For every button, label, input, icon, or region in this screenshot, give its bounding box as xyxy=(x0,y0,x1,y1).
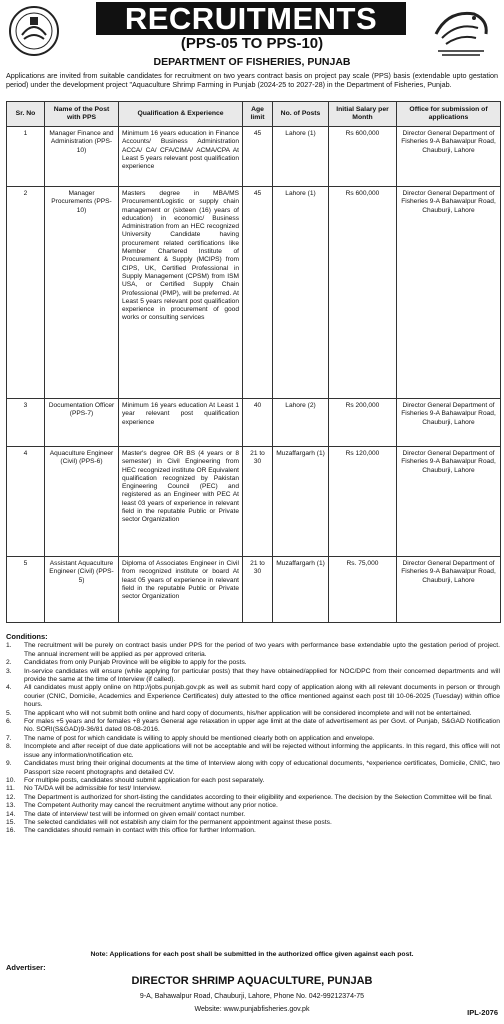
item-text: The candidates should remain in contact with this office for further Information. xyxy=(24,827,256,835)
post-name-cell: Documentation Officer (PPS-7) xyxy=(45,399,119,447)
item-text: No TA/DA will be admissible for test/ Interview. xyxy=(24,785,162,793)
government-of-punjab-logo-icon xyxy=(8,5,60,57)
advertiser-label: Advertiser: xyxy=(6,963,46,972)
post-name-cell: Manager Procurements (PPS-10) xyxy=(45,187,119,399)
list-item xyxy=(6,718,500,735)
conditions-heading: Conditions: xyxy=(6,632,48,641)
list-item xyxy=(6,659,500,667)
item-number: 14. xyxy=(6,810,16,818)
item-number: 16. xyxy=(6,827,16,835)
table-row xyxy=(7,447,501,557)
qualification-cell: Minimum 16 years education in Finance Accounts/ Business Administration ACCA/ CA/ CFA/CIMA/ ACMA/CPA At Least 5 years relevant post qualification experience xyxy=(119,127,243,187)
item-text: In-service candidates will ensure (while applying for particular posts) that they have obtained/applied for NOC/DPC from their concerned departments and will provide the same at the time of Interview (if called). xyxy=(24,667,500,684)
age-limit-cell: 45 xyxy=(243,187,273,399)
item-number: 5. xyxy=(6,709,12,717)
item-text: Incomplete and after receipt of due date applications will not be acceptable and will be rejected without informing the applicants. In this regard, this office will not issue any information/notification etc. xyxy=(24,743,500,759)
qualification-cell: Diploma of Associates Engineer in Civil from recognized institute or board At least 05 years of experience in relevant field in the reputable Public or Private sector Organization xyxy=(119,557,243,623)
posts-count-cell: Lahore (2) xyxy=(273,399,329,447)
office-cell: Director General Department of Fisheries 9-A Bahawalpur Road, Chauburji, Lahore xyxy=(397,187,501,399)
salary-cell: Rs 120,000 xyxy=(329,447,397,557)
pps-range-subtitle: (PPS-05 TO PPS-10) xyxy=(180,35,324,52)
item-number: 9. xyxy=(6,760,12,768)
column-header: Name of the Post with PPS xyxy=(45,102,119,127)
list-item xyxy=(6,710,500,718)
submission-note: Note: Applications for each post shall be submitted in the authorized office given against each post. xyxy=(90,951,414,958)
salary-cell: Rs 600,000 xyxy=(329,127,397,187)
list-item xyxy=(6,777,500,785)
age-limit-cell: 21 to 30 xyxy=(243,557,273,623)
item-text: The Competent Authority may cancel the recruitment anytime without any prior notice. xyxy=(24,802,278,810)
list-item xyxy=(6,802,500,810)
posts-table xyxy=(6,101,501,623)
item-text: Candidates from only Punjab Province will be eligible to apply for the posts. xyxy=(24,659,247,667)
list-item xyxy=(6,668,500,685)
age-limit-cell: 45 xyxy=(243,127,273,187)
sr-no-cell: 2 xyxy=(7,187,45,399)
table-row xyxy=(7,127,501,187)
list-item xyxy=(6,827,500,835)
office-cell: Director General Department of Fisheries 9-A Bahawalpur Road, Chauburji, Lahore xyxy=(397,447,501,557)
shrimp-project-logo-icon xyxy=(428,4,494,60)
item-text: For males +5 years and for females +8 years General age relaxation in upper age limit at the date of advertisement as per Govt. of Punjab, S&GAD Notification No. SORI(S&GAD)9-36/81 dated 08-08-2016. xyxy=(24,718,500,734)
posts-count-cell: Muzaffargarh (1) xyxy=(273,557,329,623)
item-number: 7. xyxy=(6,734,12,742)
list-item xyxy=(6,760,500,777)
column-header: No. of Posts xyxy=(273,102,329,127)
posts-count-cell: Muzaffargarh (1) xyxy=(273,447,329,557)
office-cell: Director General Department of Fisheries 9-A Bahawalpur Road, Chauburji, Lahore xyxy=(397,399,501,447)
item-number: 12. xyxy=(6,793,16,801)
footer-website: Website: www.punjabfisheries.gov.pk xyxy=(194,1006,310,1013)
column-header: Office for submission of applications xyxy=(397,102,501,127)
column-header: Sr. No xyxy=(7,102,45,127)
age-limit-cell: 21 to 30 xyxy=(243,447,273,557)
ad-reference-code: IPL-2076 xyxy=(467,1008,498,1017)
table-row xyxy=(7,557,501,623)
table-row xyxy=(7,399,501,447)
table-row xyxy=(7,187,501,399)
column-header: Age limit xyxy=(243,102,273,127)
item-number: 6. xyxy=(6,718,12,726)
item-text: The Department is authorized for short-listing the candidates according to their eligibility and experience. The decision by the Selection Committee will be final. xyxy=(24,793,493,801)
list-item xyxy=(6,642,500,659)
item-number: 4. xyxy=(6,684,12,692)
item-text: The applicant who will not submit both online and hard copy of documents, his/her application will be considered incomplete and will not be entertained. xyxy=(24,709,472,717)
post-name-cell: Manager Finance and Administration (PPS-10) xyxy=(45,127,119,187)
item-text: The selected candidates will not establish any claim for the permanent appointment against these posts. xyxy=(24,818,332,826)
sr-no-cell: 4 xyxy=(7,447,45,557)
item-number: 13. xyxy=(6,802,16,810)
list-item xyxy=(6,684,500,709)
list-item xyxy=(6,794,500,802)
item-number: 8. xyxy=(6,743,12,751)
intro-paragraph: Applications are invited from suitable candidates for recruitment on two years contract basis on project pay scale (PPS) basis (extendable upto gestation period) under the development project "Aquaculture Shrimp Farming in Punjab (2024-25 to 2027-28) in the Department of Fisheries, Punjab. xyxy=(6,71,498,89)
office-cell: Director General Department of Fisheries 9-A Bahawalpur Road, Chauburji, Lahore xyxy=(397,557,501,623)
conditions-list xyxy=(6,642,500,835)
item-text: The name of post for which candidate is willing to apply should be mentioned clearly both on application and envelope. xyxy=(24,734,375,742)
office-cell: Director General Department of Fisheries 9-A Bahawalpur Road, Chauburji, Lahore xyxy=(397,127,501,187)
posts-count-cell: Lahore (1) xyxy=(273,187,329,399)
conditions-section xyxy=(6,633,500,836)
column-header: Initial Salary per Month xyxy=(329,102,397,127)
item-number: 15. xyxy=(6,818,16,826)
item-text: The date of interview/ test will be informed on given email/ contact number. xyxy=(24,810,246,818)
item-text: The recruitment will be purely on contract basis under PPS for the period of two years with performance base extendable upto the gestation period of project. The annual increment will be applied as per approved criteria. xyxy=(24,642,500,658)
list-item xyxy=(6,785,500,793)
sr-no-cell: 1 xyxy=(7,127,45,187)
age-limit-cell: 40 xyxy=(243,399,273,447)
post-name-cell: Aquaculture Engineer (Civil) (PPS-6) xyxy=(45,447,119,557)
list-item xyxy=(6,735,500,743)
salary-cell: Rs 200,000 xyxy=(329,399,397,447)
sr-no-cell: 3 xyxy=(7,399,45,447)
qualification-cell: Masters degree in MBA/MS Procurement/Logistic or supply chain management or (sixteen (16) years of education) in economic/ Business Administration from an HEC recognized University Candidate having procurement related certifications like Member Chartered Institute of Procurement & Supply (MCIPS) from CIPS, UK, Certified Professional in Supply Management (CPSM) from ISM USA, or Certified Supply Chain Professional (PMP), will be preferred. At Least 5 years relevant post qualification experience in procurement of good works or consulting services xyxy=(119,187,243,399)
item-text: For multiple posts, candidates should submit application for each post separately. xyxy=(24,776,265,784)
qualification-cell: Minimum 16 years education At Least 1 year relevant post qualification experience xyxy=(119,399,243,447)
list-item xyxy=(6,743,500,760)
page-title: RECRUITMENTS xyxy=(96,2,406,35)
header xyxy=(0,0,504,66)
list-item xyxy=(6,819,500,827)
item-number: 3. xyxy=(6,667,12,675)
salary-cell: Rs 600,000 xyxy=(329,187,397,399)
footer-title: DIRECTOR SHRIMP AQUACULTURE, PUNJAB xyxy=(131,975,373,987)
department-heading: DEPARTMENT OF FISHERIES, PUNJAB xyxy=(153,56,351,68)
qualification-cell: Master's degree OR BS (4 years or 8 semester) in Civil Engineering from HEC recognized institute OR Equivalent qualification recognized by Pakistan Engineering Council (PEC) and registered as an Engineer with PEC At least 03 years of experience in relevant field in the reputable Public or Private sector Organization xyxy=(119,447,243,557)
column-header: Qualification & Experience xyxy=(119,102,243,127)
footer-address: 9-A, Bahawalpur Road, Chauburji, Lahore, Phone No. 042-99212374-75 xyxy=(139,993,365,1000)
post-name-cell: Assistant Aquaculture Engineer (Civil) (PPS-5) xyxy=(45,557,119,623)
salary-cell: Rs. 75,000 xyxy=(329,557,397,623)
item-number: 2. xyxy=(6,659,12,667)
list-item xyxy=(6,811,500,819)
posts-count-cell: Lahore (1) xyxy=(273,127,329,187)
sr-no-cell: 5 xyxy=(7,557,45,623)
item-text: All candidates must apply online on http://jobs.punjab.gov.pk as well as submit hard copy of application along with all relevant documents in person or through courier (CNIC, Domicile, Academics and Experience Certificates) duly attested to the office mentioned against each post till 10-06-2025 (Tuesday) within office hours. xyxy=(24,684,500,709)
item-number: 11. xyxy=(6,785,15,793)
item-number: 1. xyxy=(6,642,12,650)
table-header-row xyxy=(7,102,501,127)
item-number: 10. xyxy=(6,776,16,784)
item-text: Candidates must bring their original documents at the time of Interview along with copy of educational documents, *experience certificates, Domicile, CNIC, two Passport size recent photographs and detailed CV. xyxy=(24,760,500,776)
